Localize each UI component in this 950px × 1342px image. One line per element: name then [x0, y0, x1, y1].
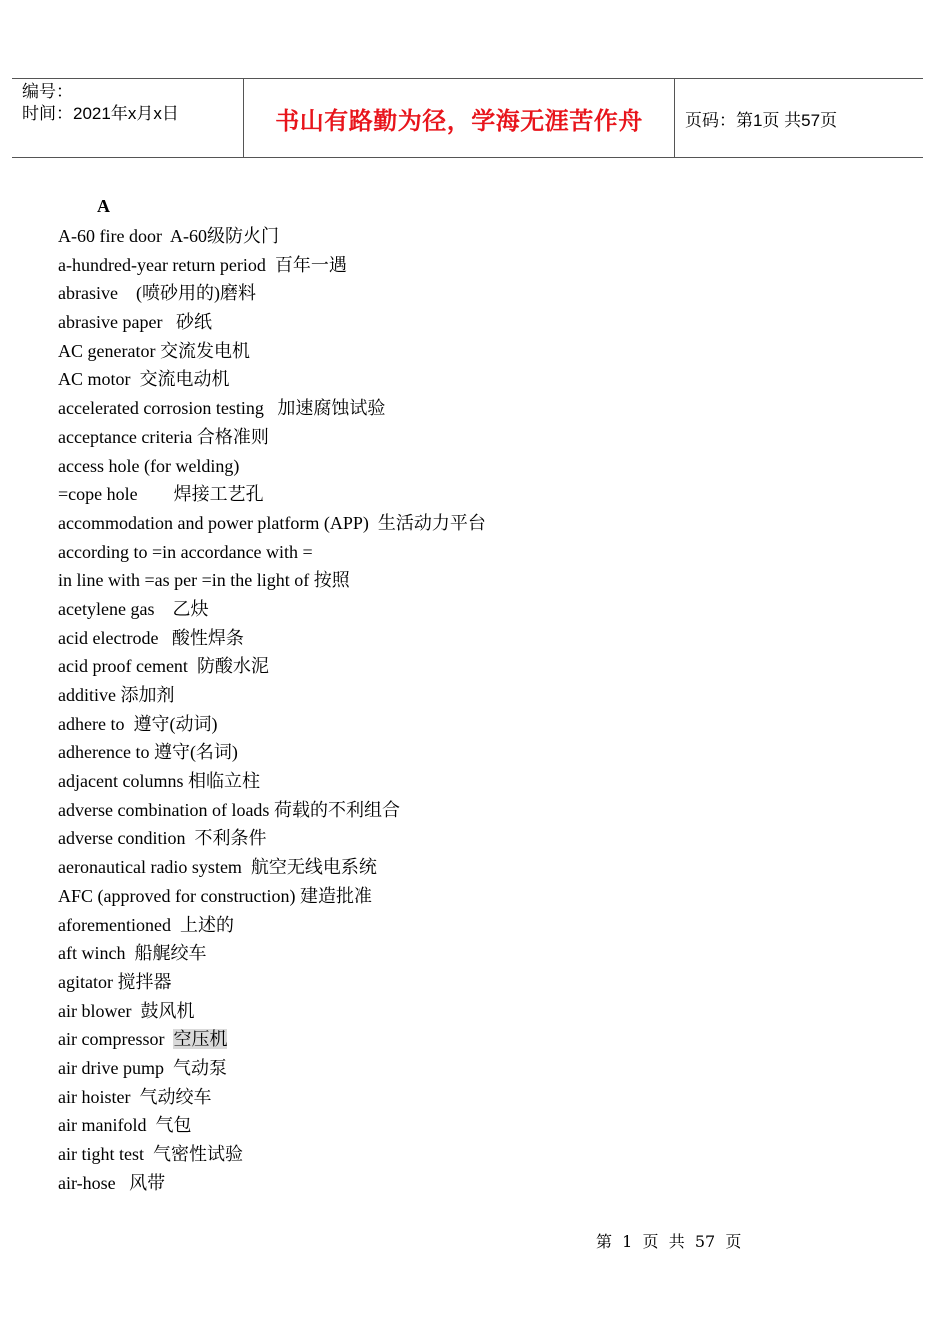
section-letter: A — [97, 196, 110, 216]
glossary-entry: AC motor 交流电动机 — [58, 369, 230, 390]
glossary-entry: air blower 鼓风机 — [58, 1000, 195, 1021]
glossary-entry: abrasive (喷砂用的)磨料 — [58, 283, 256, 304]
glossary-entry: adjacent columns 相临立柱 — [58, 771, 260, 792]
glossary-entry — [58, 1025, 486, 1054]
document-header — [12, 78, 923, 158]
glossary-entry: accommodation and power platform (APP) 生活动力平台 — [58, 512, 486, 533]
glossary-entry: A-60 fire door A-60级防火门 — [58, 226, 279, 246]
glossary-entry: adhere to 遵守(动词) — [58, 713, 218, 734]
glossary-entry: AFC (approved for construction) 建造批准 — [58, 885, 372, 906]
page-footer: 第 1 页 共 57 页 — [596, 1232, 742, 1251]
glossary-entry: air drive pump 气动泵 — [58, 1057, 227, 1078]
highlighted-translation: 空压机 — [173, 1029, 228, 1050]
glossary-entry: aeronautical radio system 航空无线电系统 — [58, 857, 377, 878]
glossary-entry: adverse condition 不利条件 — [58, 828, 267, 849]
glossary-entry: adherence to 遵守(名词) — [58, 742, 238, 763]
glossary-entry: acid electrode 酸性焊条 — [58, 627, 244, 648]
page-info: 页码：第1页 共57页 — [685, 110, 838, 130]
glossary-entry: air hoister 气动绞车 — [58, 1086, 212, 1107]
glossary-entry: according to =in accordance with = — [58, 541, 313, 562]
glossary-entry: accelerated corrosion testing 加速腐蚀试验 — [58, 398, 386, 419]
glossary-entry: additive 添加剂 — [58, 685, 175, 705]
glossary-entry: air tight test 气密性试验 — [58, 1144, 243, 1164]
header-meta-cell — [12, 79, 244, 157]
header-motto-cell — [244, 79, 675, 157]
glossary-entry: abrasive paper 砂纸 — [58, 312, 212, 333]
motto-text: 书山有路勤为径，学海无涯苦作舟 — [275, 105, 643, 135]
glossary-entry: a-hundred-year return period 百年一遇 — [58, 254, 347, 275]
glossary-entry: adverse combination of loads 荷载的不利组合 — [58, 799, 400, 820]
glossary-entry: access hole (for welding) — [58, 455, 240, 476]
time-label: 时间：2021年x月x日 — [22, 104, 179, 123]
glossary-list — [58, 222, 486, 1197]
glossary-entry: acetylene gas 乙炔 — [58, 598, 209, 619]
header-page-cell — [675, 79, 923, 157]
glossary-entry: air-hose 风带 — [58, 1172, 166, 1193]
glossary-entry: air manifold 气包 — [58, 1115, 192, 1136]
glossary-entry: AC generator 交流发电机 — [58, 340, 250, 361]
glossary-entry: =cope hole 焊接工艺孔 — [58, 484, 264, 505]
glossary-entry: acid proof cement 防酸水泥 — [58, 656, 269, 677]
glossary-entry: agitator 搅拌器 — [58, 971, 172, 992]
entry-term: air compressor — [58, 1029, 174, 1050]
number-label: 编号： — [22, 82, 73, 101]
glossary-entry: aforementioned 上述的 — [58, 914, 234, 935]
glossary-entry: in line with =as per =in the light of 按照 — [58, 570, 350, 591]
glossary-entry: acceptance criteria 合格准则 — [58, 426, 269, 447]
glossary-entry: aft winch 船艉绞车 — [58, 943, 207, 964]
